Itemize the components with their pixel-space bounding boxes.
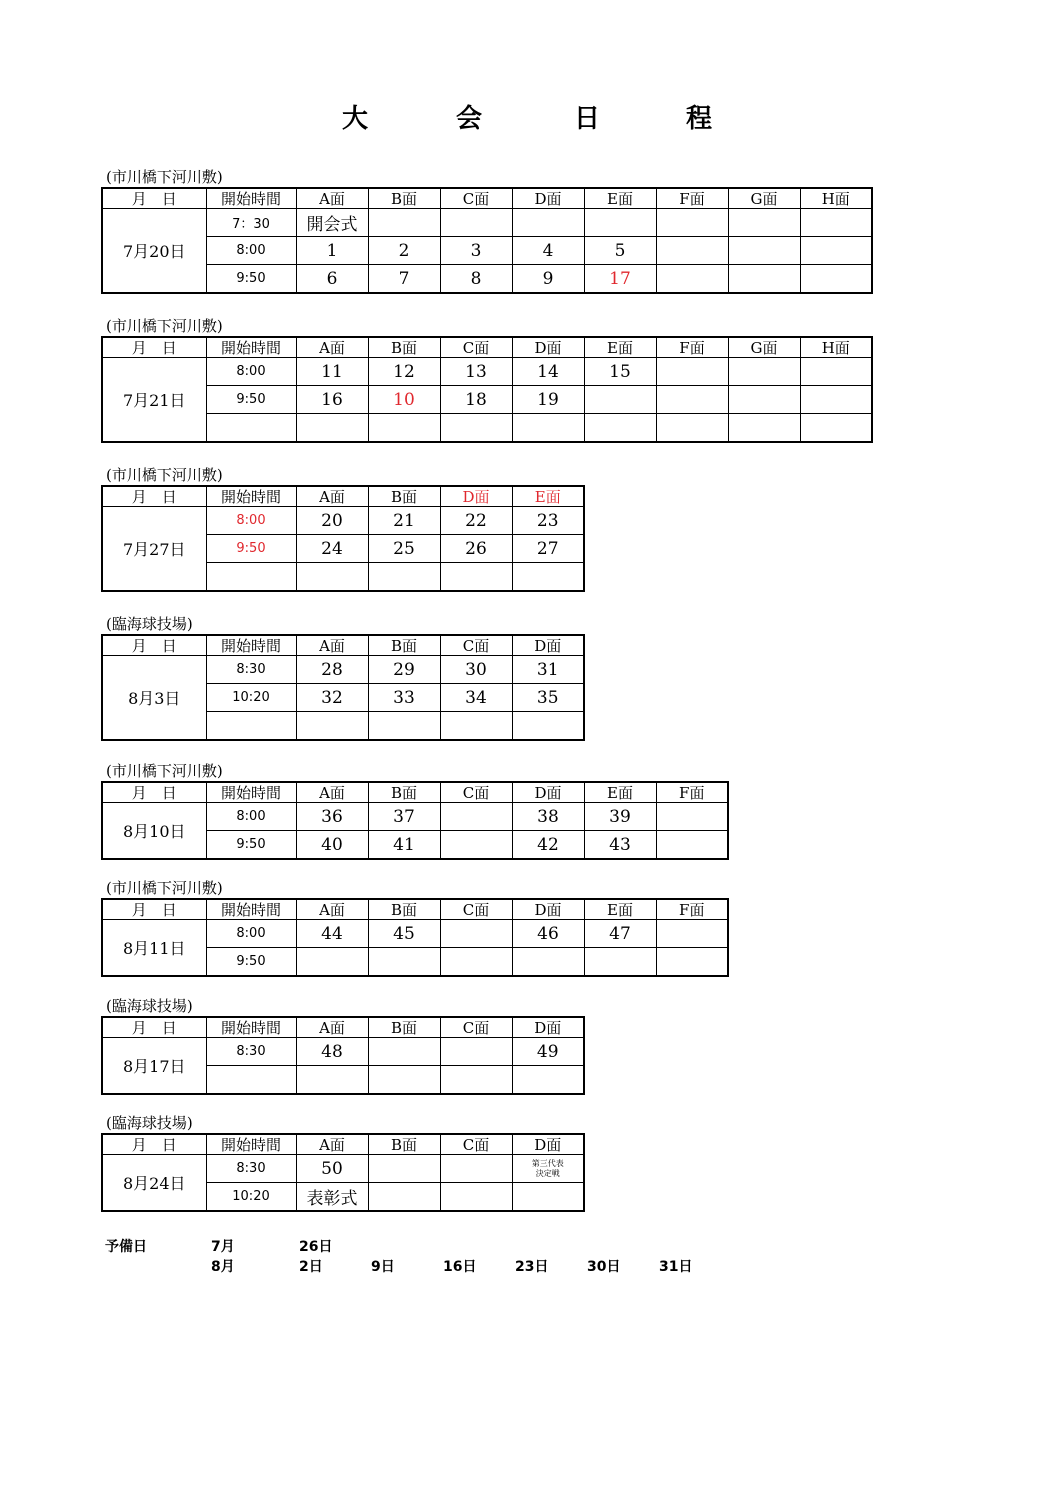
court-header: B面	[368, 635, 440, 656]
schedule-block	[101, 615, 585, 741]
start-time-cell	[206, 1066, 296, 1095]
match-cell: 14	[512, 358, 584, 386]
match-cell	[440, 831, 512, 860]
time-column-header: 開始時間	[206, 337, 296, 358]
match-cell: 7	[368, 265, 440, 294]
match-cell: 8	[440, 265, 512, 294]
date-column-header: 月 日	[102, 1134, 206, 1155]
match-cell	[440, 1038, 512, 1066]
start-time-cell: 9:50	[206, 265, 296, 294]
match-cell	[296, 948, 368, 977]
match-cell	[368, 712, 440, 741]
reserve-day: 26日	[299, 1239, 333, 1255]
start-time-cell: 8:00	[206, 507, 296, 535]
date-cell: 8月17日	[102, 1038, 206, 1095]
match-cell	[368, 414, 440, 443]
match-cell: 9	[512, 265, 584, 294]
start-time-cell	[206, 414, 296, 443]
court-header: A面	[296, 635, 368, 656]
start-time-cell: 9:50	[206, 386, 296, 414]
court-header: D面	[512, 1134, 584, 1155]
court-header: B面	[368, 1134, 440, 1155]
date-cell: 8月3日	[102, 656, 206, 741]
time-column-header: 開始時間	[206, 635, 296, 656]
start-time-cell: 8:00	[206, 237, 296, 265]
schedule-table	[101, 187, 873, 294]
title-char: 会	[456, 104, 483, 134]
title-char: 日	[574, 104, 601, 134]
match-cell	[512, 712, 584, 741]
match-cell: 5	[584, 237, 656, 265]
match-cell	[440, 563, 512, 592]
match-cell: 42	[512, 831, 584, 860]
schedule-block	[101, 466, 585, 592]
match-cell	[584, 209, 656, 237]
table-row	[102, 386, 872, 414]
schedule-block	[101, 168, 873, 294]
court-header: D面	[512, 899, 584, 920]
start-time-cell: 9:50	[206, 831, 296, 860]
time-column-header: 開始時間	[206, 1134, 296, 1155]
match-cell	[440, 920, 512, 948]
match-cell: 2	[368, 237, 440, 265]
reserve-month-august: 8月	[211, 1259, 235, 1275]
court-header: B面	[368, 188, 440, 209]
schedule-block	[101, 997, 585, 1095]
match-cell	[800, 237, 872, 265]
court-header: C面	[440, 1017, 512, 1038]
schedule-block	[101, 317, 873, 443]
match-cell	[728, 358, 800, 386]
court-header: H面	[800, 188, 872, 209]
page-title	[0, 98, 1058, 138]
date-cell: 7月21日	[102, 358, 206, 443]
date-cell: 8月11日	[102, 920, 206, 977]
match-cell	[440, 209, 512, 237]
match-cell: 16	[296, 386, 368, 414]
match-cell: 4	[512, 237, 584, 265]
match-cell	[584, 386, 656, 414]
match-cell	[440, 712, 512, 741]
venue-label: (市川橋下河川敷)	[106, 466, 223, 484]
date-column-header: 月 日	[102, 635, 206, 656]
match-cell: 28	[296, 656, 368, 684]
reserve-month-july: 7月	[211, 1239, 235, 1255]
match-cell	[656, 386, 728, 414]
start-time-cell	[206, 712, 296, 741]
match-cell: 34	[440, 684, 512, 712]
court-header: C面	[440, 337, 512, 358]
table-row	[102, 1155, 584, 1183]
court-header: C面	[440, 782, 512, 803]
match-cell	[440, 1066, 512, 1095]
match-cell: 23	[512, 507, 584, 535]
schedule-table	[101, 1016, 585, 1095]
match-cell: 3	[440, 237, 512, 265]
reserve-day: 2日	[299, 1259, 323, 1275]
match-cell: 10	[368, 386, 440, 414]
court-header: G面	[728, 337, 800, 358]
match-cell: 46	[512, 920, 584, 948]
table-row	[102, 803, 728, 831]
start-time-cell: 8:30	[206, 656, 296, 684]
match-cell: 39	[584, 803, 656, 831]
match-cell	[656, 265, 728, 294]
court-header: E面	[584, 782, 656, 803]
match-cell: 33	[368, 684, 440, 712]
court-header: E面	[584, 337, 656, 358]
date-column-header: 月 日	[102, 337, 206, 358]
schedule-table	[101, 1133, 585, 1212]
reserve-day: 31日	[659, 1259, 693, 1275]
court-header: D面	[512, 337, 584, 358]
match-cell	[728, 386, 800, 414]
match-cell: 27	[512, 535, 584, 563]
match-cell	[584, 414, 656, 443]
match-cell: 第三代表 決定戦	[512, 1155, 584, 1183]
match-cell	[800, 414, 872, 443]
court-header: C面	[440, 635, 512, 656]
match-cell: 31	[512, 656, 584, 684]
match-cell	[368, 1183, 440, 1212]
match-cell	[512, 414, 584, 443]
match-cell	[512, 1183, 584, 1212]
match-cell: 11	[296, 358, 368, 386]
schedule-table	[101, 898, 729, 977]
match-cell	[368, 563, 440, 592]
venue-label: (市川橋下河川敷)	[106, 168, 223, 186]
start-time-cell: 8:00	[206, 358, 296, 386]
match-cell: 20	[296, 507, 368, 535]
time-column-header: 開始時間	[206, 1017, 296, 1038]
match-cell	[656, 358, 728, 386]
court-header: E面	[584, 188, 656, 209]
match-cell: 36	[296, 803, 368, 831]
date-column-header: 月 日	[102, 1017, 206, 1038]
match-cell	[512, 209, 584, 237]
start-time-cell	[206, 563, 296, 592]
court-header: A面	[296, 899, 368, 920]
match-cell	[656, 414, 728, 443]
match-cell	[368, 209, 440, 237]
match-cell	[800, 265, 872, 294]
match-cell	[656, 209, 728, 237]
court-header: G面	[728, 188, 800, 209]
court-header: E面	[584, 899, 656, 920]
time-column-header: 開始時間	[206, 899, 296, 920]
court-header: C面	[440, 188, 512, 209]
court-header: B面	[368, 899, 440, 920]
schedule-table	[101, 336, 873, 443]
court-header: F面	[656, 782, 728, 803]
header-row	[102, 337, 872, 358]
match-cell	[440, 1155, 512, 1183]
match-cell: 47	[584, 920, 656, 948]
table-row	[102, 237, 872, 265]
header-row	[102, 1134, 584, 1155]
court-header: B面	[368, 337, 440, 358]
reserve-label: 予備日	[105, 1239, 147, 1255]
schedule-block	[101, 762, 729, 860]
match-cell: 49	[512, 1038, 584, 1066]
match-cell	[728, 209, 800, 237]
court-header: D面	[512, 635, 584, 656]
table-row	[102, 920, 728, 948]
court-header: C面	[440, 1134, 512, 1155]
court-header: D面	[512, 782, 584, 803]
match-cell	[656, 237, 728, 265]
schedule-table	[101, 781, 729, 860]
match-cell	[440, 1183, 512, 1212]
match-cell: 22	[440, 507, 512, 535]
title-char: 大	[342, 104, 369, 134]
match-cell	[368, 1038, 440, 1066]
header-row	[102, 1017, 584, 1038]
court-header: H面	[800, 337, 872, 358]
reserve-day: 16日	[443, 1259, 477, 1275]
court-header: F面	[656, 188, 728, 209]
schedule-block	[101, 1114, 585, 1212]
match-cell	[800, 209, 872, 237]
match-cell	[656, 948, 728, 977]
venue-label: (市川橋下河川敷)	[106, 879, 223, 897]
match-cell: 40	[296, 831, 368, 860]
match-cell: 開会式	[296, 209, 368, 237]
table-row	[102, 656, 584, 684]
match-cell: 50	[296, 1155, 368, 1183]
date-column-header: 月 日	[102, 188, 206, 209]
match-cell	[656, 831, 728, 860]
header-row	[102, 486, 584, 507]
court-header: B面	[368, 782, 440, 803]
reserve-day: 23日	[515, 1259, 549, 1275]
match-cell	[512, 563, 584, 592]
start-time-cell: 7：30	[206, 209, 296, 237]
table-row	[102, 358, 872, 386]
court-header: A面	[296, 188, 368, 209]
match-cell	[584, 948, 656, 977]
date-column-header: 月 日	[102, 899, 206, 920]
match-cell: 12	[368, 358, 440, 386]
date-cell: 8月24日	[102, 1155, 206, 1212]
venue-label: (臨海球技場)	[106, 615, 193, 633]
start-time-cell: 8:00	[206, 920, 296, 948]
match-cell: 13	[440, 358, 512, 386]
header-row	[102, 188, 872, 209]
match-cell	[296, 712, 368, 741]
start-time-cell: 8:30	[206, 1155, 296, 1183]
table-row	[102, 1038, 584, 1066]
time-column-header: 開始時間	[206, 782, 296, 803]
court-header: B面	[368, 1017, 440, 1038]
match-cell	[728, 237, 800, 265]
match-cell: 38	[512, 803, 584, 831]
venue-label: (臨海球技場)	[106, 1114, 193, 1132]
start-time-cell: 8:30	[206, 1038, 296, 1066]
match-cell	[296, 1066, 368, 1095]
match-cell	[368, 1066, 440, 1095]
match-cell: 29	[368, 656, 440, 684]
start-time-cell: 8:00	[206, 803, 296, 831]
table-row	[102, 507, 584, 535]
schedule-block	[101, 879, 729, 977]
venue-label: (市川橋下河川敷)	[106, 317, 223, 335]
match-cell	[656, 920, 728, 948]
court-header: D面	[512, 1017, 584, 1038]
match-cell: 15	[584, 358, 656, 386]
match-cell	[368, 1155, 440, 1183]
table-row	[102, 209, 872, 237]
match-cell: 44	[296, 920, 368, 948]
match-cell: 35	[512, 684, 584, 712]
match-cell	[296, 563, 368, 592]
court-header: A面	[296, 337, 368, 358]
match-cell: 18	[440, 386, 512, 414]
match-cell	[656, 803, 728, 831]
court-header: B面	[368, 486, 440, 507]
match-cell: 19	[512, 386, 584, 414]
date-column-header: 月 日	[102, 782, 206, 803]
court-header: A面	[296, 1017, 368, 1038]
match-cell: 30	[440, 656, 512, 684]
start-time-cell: 9:50	[206, 535, 296, 563]
match-cell: 25	[368, 535, 440, 563]
match-cell: 48	[296, 1038, 368, 1066]
match-cell: 表彰式	[296, 1183, 368, 1212]
title-char: 程	[686, 104, 713, 134]
match-cell	[368, 948, 440, 977]
start-time-cell: 9:50	[206, 948, 296, 977]
match-cell: 32	[296, 684, 368, 712]
match-cell	[512, 1066, 584, 1095]
time-column-header: 開始時間	[206, 486, 296, 507]
match-cell: 45	[368, 920, 440, 948]
header-row	[102, 899, 728, 920]
match-cell	[512, 948, 584, 977]
match-cell	[800, 358, 872, 386]
court-header: F面	[656, 337, 728, 358]
court-header: A面	[296, 782, 368, 803]
court-header: D面	[440, 486, 512, 507]
date-cell: 8月10日	[102, 803, 206, 860]
match-cell: 26	[440, 535, 512, 563]
court-header: E面	[512, 486, 584, 507]
venue-label: (市川橋下河川敷)	[106, 762, 223, 780]
court-header: F面	[656, 899, 728, 920]
header-row	[102, 635, 584, 656]
court-header: D面	[512, 188, 584, 209]
court-header: A面	[296, 486, 368, 507]
date-cell: 7月27日	[102, 507, 206, 592]
court-header: A面	[296, 1134, 368, 1155]
reserve-day: 30日	[587, 1259, 621, 1275]
match-cell	[728, 414, 800, 443]
match-cell: 6	[296, 265, 368, 294]
match-cell: 17	[584, 265, 656, 294]
schedule-table	[101, 485, 585, 592]
match-cell	[440, 803, 512, 831]
date-column-header: 月 日	[102, 486, 206, 507]
table-row	[102, 265, 872, 294]
match-cell: 37	[368, 803, 440, 831]
match-cell: 21	[368, 507, 440, 535]
match-cell: 41	[368, 831, 440, 860]
match-cell	[440, 948, 512, 977]
match-cell	[728, 265, 800, 294]
match-cell: 24	[296, 535, 368, 563]
reserve-day: 9日	[371, 1259, 395, 1275]
start-time-cell: 10:20	[206, 684, 296, 712]
date-cell: 7月20日	[102, 209, 206, 294]
schedule-table	[101, 634, 585, 741]
match-cell: 43	[584, 831, 656, 860]
table-row	[102, 414, 872, 443]
match-cell	[440, 414, 512, 443]
time-column-header: 開始時間	[206, 188, 296, 209]
court-header: C面	[440, 899, 512, 920]
header-row	[102, 782, 728, 803]
match-cell: 1	[296, 237, 368, 265]
venue-label: (臨海球技場)	[106, 997, 193, 1015]
match-cell	[800, 386, 872, 414]
start-time-cell: 10:20	[206, 1183, 296, 1212]
match-cell	[296, 414, 368, 443]
